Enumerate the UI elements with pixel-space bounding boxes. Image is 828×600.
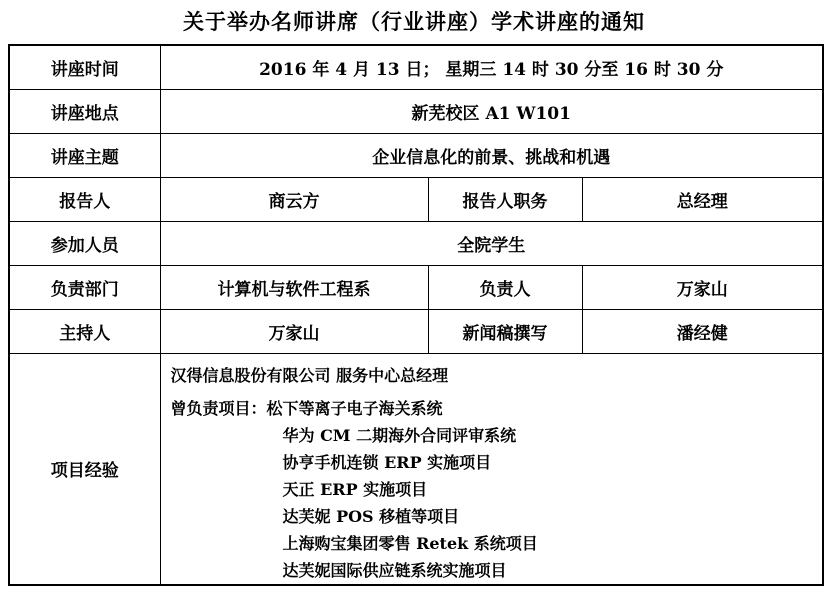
projects-prefix: 曾负责项目： (170, 398, 267, 418)
department-head-label: 负责人 (428, 265, 582, 309)
row-topic (9, 133, 823, 177)
experience-content (160, 353, 823, 585)
project-item: 协亨手机连锁 ERP 实施项目 (282, 452, 492, 472)
speaker-title-value: 总经理 (582, 177, 823, 221)
department-head-value: 万家山 (582, 265, 823, 309)
topic-label: 讲座主题 (9, 133, 160, 177)
speaker-value: 商云方 (160, 177, 428, 221)
topic-value: 企业信息化的前景、挑战和机遇 (160, 133, 823, 177)
page-title: 关于举办名师讲席（行业讲座）学术讲座的通知 (183, 9, 645, 34)
host-label: 主持人 (9, 309, 160, 353)
time-label: 讲座时间 (9, 45, 160, 89)
experience-label: 项目经验 (9, 353, 160, 585)
notice-table (8, 44, 824, 586)
writer-value: 潘经健 (582, 309, 823, 353)
speaker-title-label: 报告人职务 (428, 177, 582, 221)
writer-label: 新闻稿撰写 (428, 309, 582, 353)
project-item: 松下等离子电子海关系统 (266, 398, 443, 418)
speaker-position: 汉得信息股份有限公司 服务中心总经理 (170, 365, 449, 385)
audience-value: 全院学生 (160, 221, 823, 265)
project-item: 上海购宝集团零售 Retek 系统项目 (282, 533, 538, 553)
row-time (9, 45, 823, 89)
row-host (9, 309, 823, 353)
department-value: 计算机与软件工程系 (160, 265, 428, 309)
row-place (9, 89, 823, 133)
project-item: 天正 ERP 实施项目 (282, 479, 428, 499)
speaker-label: 报告人 (9, 177, 160, 221)
host-value: 万家山 (160, 309, 428, 353)
department-label: 负责部门 (9, 265, 160, 309)
row-experience (9, 353, 823, 585)
project-item: 达芙妮 POS 移植等项目 (282, 506, 460, 526)
row-audience (9, 221, 823, 265)
row-speaker (9, 177, 823, 221)
place-label: 讲座地点 (9, 89, 160, 133)
project-item: 华为 CM 二期海外合同评审系统 (282, 425, 517, 445)
project-item: 达芙妮国际供应链系统实施项目 (282, 560, 507, 580)
row-department (9, 265, 823, 309)
audience-label: 参加人员 (9, 221, 160, 265)
time-value: 2016 年 4 月 13 日； 星期三 14 时 30 分至 16 时 30 分 (160, 45, 823, 89)
place-value: 新芜校区 A1 W101 (160, 89, 823, 133)
project-line-first (171, 395, 823, 422)
